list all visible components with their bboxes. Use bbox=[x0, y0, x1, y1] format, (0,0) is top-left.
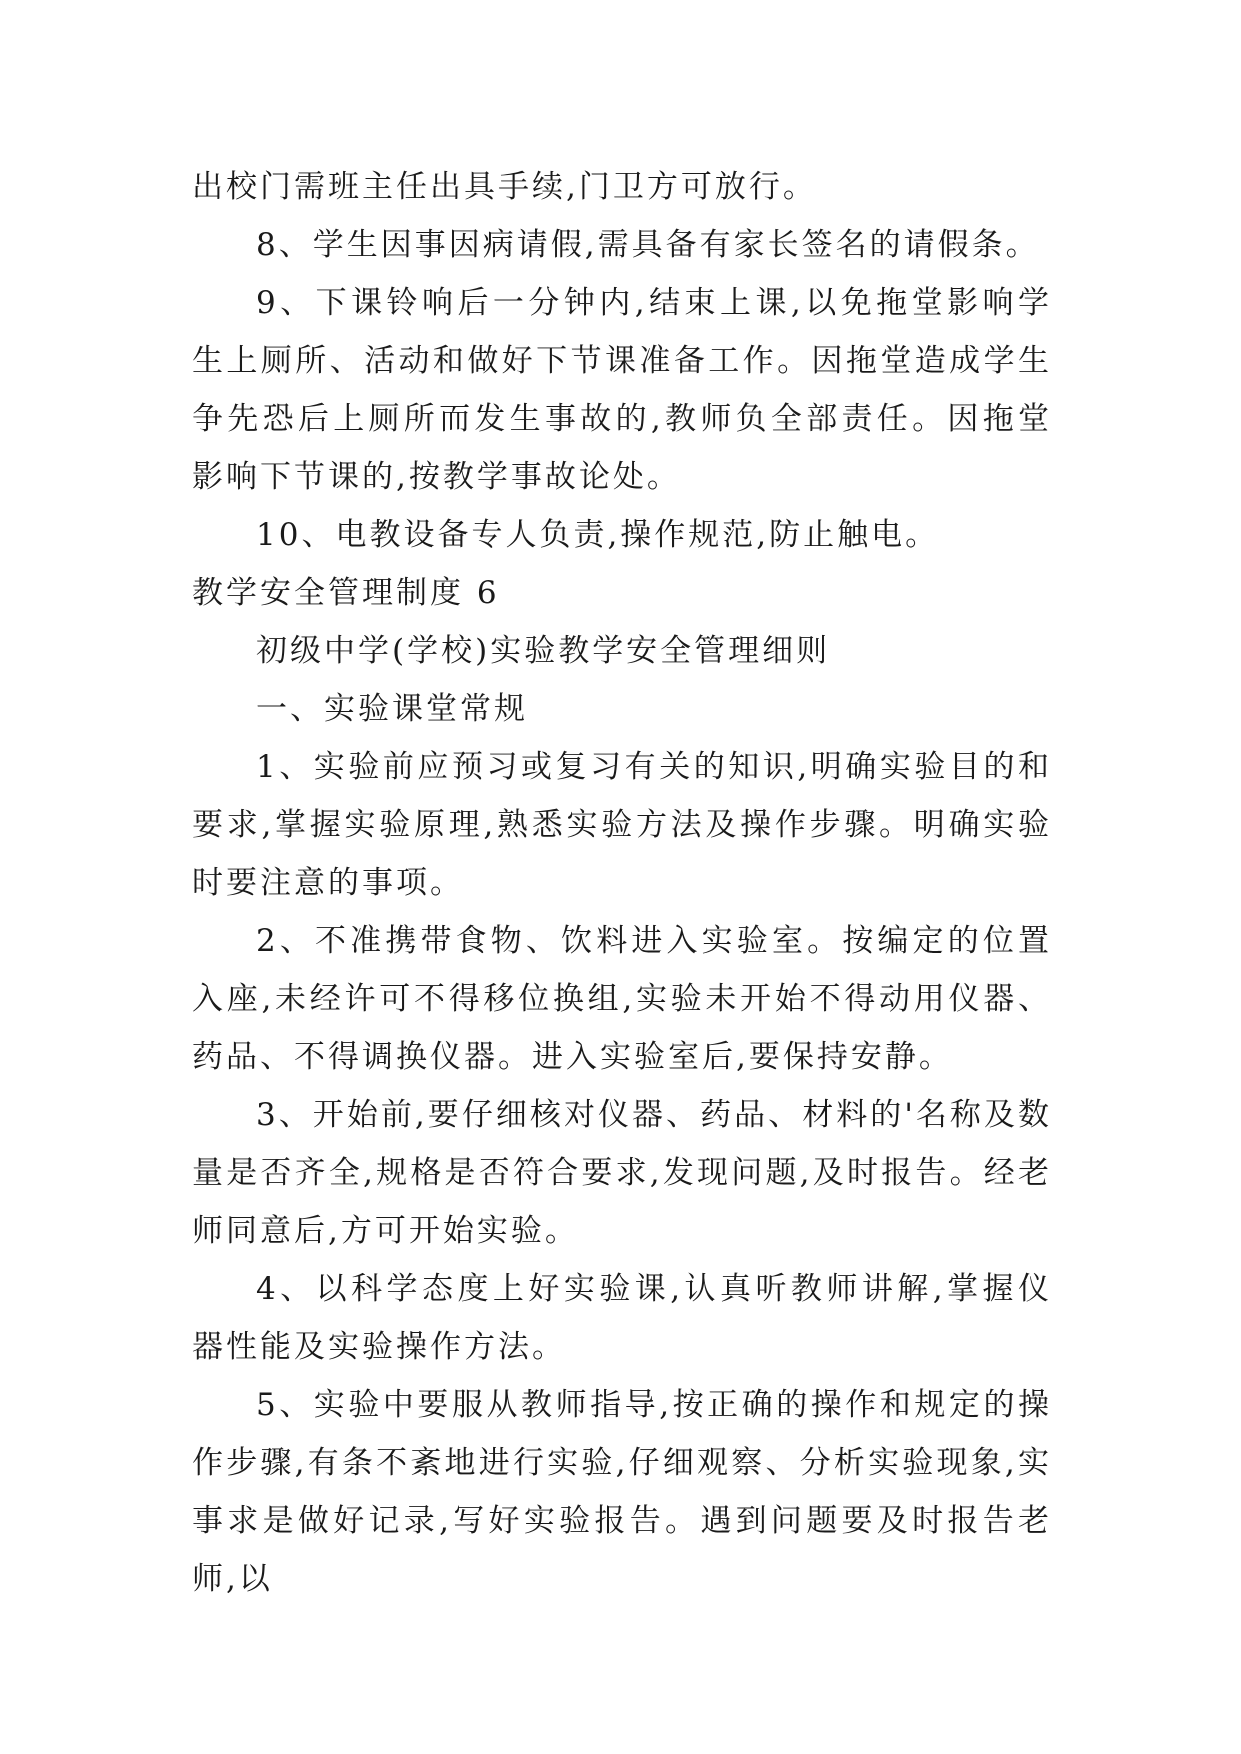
section-heading: 教学安全管理制度 6 bbox=[192, 575, 500, 611]
paragraph-item-8: 8、学生因事因病请假,需具备有家长签名的请假条。 bbox=[256, 227, 1040, 263]
paragraph-rule-1: 1、实验前应预习或复习有关的知识,明确实验目的和要求,掌握实验原理,熟悉实验方法及操作步骤。明确实验时要注意的事项。 bbox=[192, 749, 1052, 901]
document-subtitle: 初级中学(学校)实验教学安全管理细则 bbox=[256, 633, 831, 669]
paragraph-item-9: 9、下课铃响后一分钟内,结束上课,以免拖堂影响学生上厕所、活动和做好下节课准备工作。因拖堂造成学生争先恐后上厕所而发生事故的,教师负全部责任。因拖堂影响下节课的,按教学事故论处。 bbox=[192, 285, 1052, 495]
document-page bbox=[192, 158, 1052, 1608]
paragraph-item-10: 10、电教设备专人负责,操作规范,防止触电。 bbox=[256, 517, 940, 553]
paragraph-rule-3: 3、开始前,要仔细核对仪器、药品、材料的'名称及数量是否齐全,规格是否符合要求,发现问题,及时报告。经老师同意后,方可开始实验。 bbox=[192, 1097, 1052, 1249]
paragraph-continuation: 出校门需班主任出具手续,门卫方可放行。 bbox=[192, 169, 817, 205]
paragraph-rule-5: 5、实验中要服从教师指导,按正确的操作和规定的操作步骤,有条不紊地进行实验,仔细观察、分析实验现象,实事求是做好记录,写好实验报告。遇到问题要及时报告老师,以 bbox=[192, 1387, 1052, 1597]
paragraph-rule-4: 4、以科学态度上好实验课,认真听教师讲解,掌握仪器性能及实验操作方法。 bbox=[192, 1271, 1052, 1365]
subsection-heading: 一、实验课堂常规 bbox=[256, 691, 528, 727]
paragraph-rule-2: 2、不准携带食物、饮料进入实验室。按编定的位置入座,未经许可不得移位换组,实验未开始不得动用仪器、药品、不得调换仪器。进入实验室后,要保持安静。 bbox=[192, 923, 1052, 1075]
